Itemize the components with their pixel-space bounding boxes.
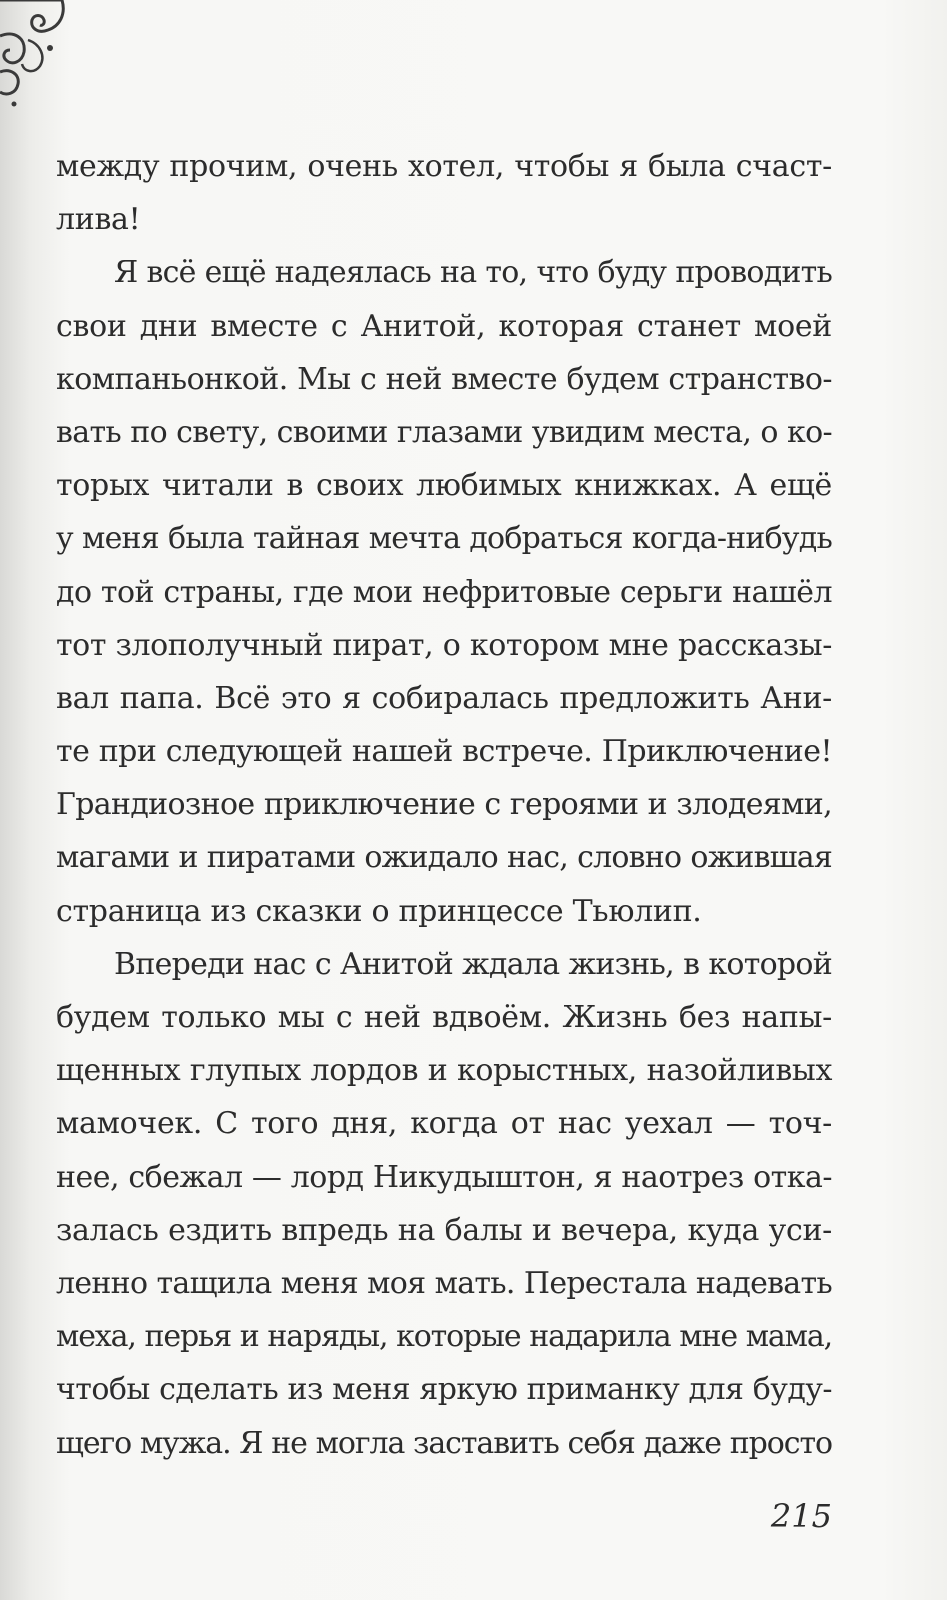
text-line: меха, перья и наряды, которые надарила мне мама, — [56, 1319, 832, 1355]
text-line: вать по свету, своими глазами увидим места, о ко- — [56, 414, 832, 450]
text-line: страница из сказки о принцессе Тьюлип. — [56, 893, 702, 929]
text-line: Впереди нас с Анитой ждала жизнь, в которой — [114, 946, 832, 982]
text-line: у меня была тайная мечта добраться когда-нибудь — [56, 521, 832, 557]
text-line: щего мужа. Я не могла заставить себя даже просто — [56, 1425, 832, 1461]
text-line: тот злополучный пират, о котором мне рассказы- — [56, 627, 832, 663]
corner-ornament-icon — [0, 0, 70, 120]
text-line: Я всё ещё надеялась на то, что буду проводить — [114, 255, 832, 291]
text-line: магами и пиратами ожидало нас, словно ожившая — [56, 840, 832, 876]
page-number: 215 — [770, 1497, 832, 1535]
text-line: между прочим, очень хотел, чтобы я была счаст- — [56, 149, 832, 184]
text-line: залась ездить впредь на балы и вечера, куда уси- — [56, 1212, 832, 1248]
text-block — [56, 140, 832, 1470]
text-line: компаньонкой. Мы с ней вместе будем странство- — [56, 361, 832, 397]
text-line: Грандиозное приключение с героями и злодеями, — [56, 787, 832, 823]
text-line: свои дни вместе с Анитой, которая станет моей — [56, 308, 832, 344]
text-line: те при следующей нашей встрече. Приключение! — [56, 734, 832, 770]
text-line: лива! — [56, 202, 141, 238]
text-line: нее, сбежал — лорд Никудыштон, я наотрез отка- — [56, 1159, 832, 1195]
text-line: вал папа. Всё это я собиралась предложить Ани- — [56, 680, 832, 716]
text-line: торых читали в своих любимых книжках. А ещё — [56, 468, 832, 504]
text-line: чтобы сделать из меня яркую приманку для буду- — [56, 1372, 832, 1408]
text-line: будем только мы с ней вдвоём. Жизнь без напы- — [56, 1000, 832, 1035]
text-line: ленно тащила меня моя мать. Перестала надевать — [56, 1265, 832, 1301]
text-line: щенных глупых лордов и корыстных, назойливых — [56, 1053, 832, 1089]
text-line: мамочек. С того дня, когда от нас уехал — точ- — [56, 1106, 832, 1142]
text-line: до той страны, где мои нефритовые серьги нашёл — [56, 574, 832, 610]
